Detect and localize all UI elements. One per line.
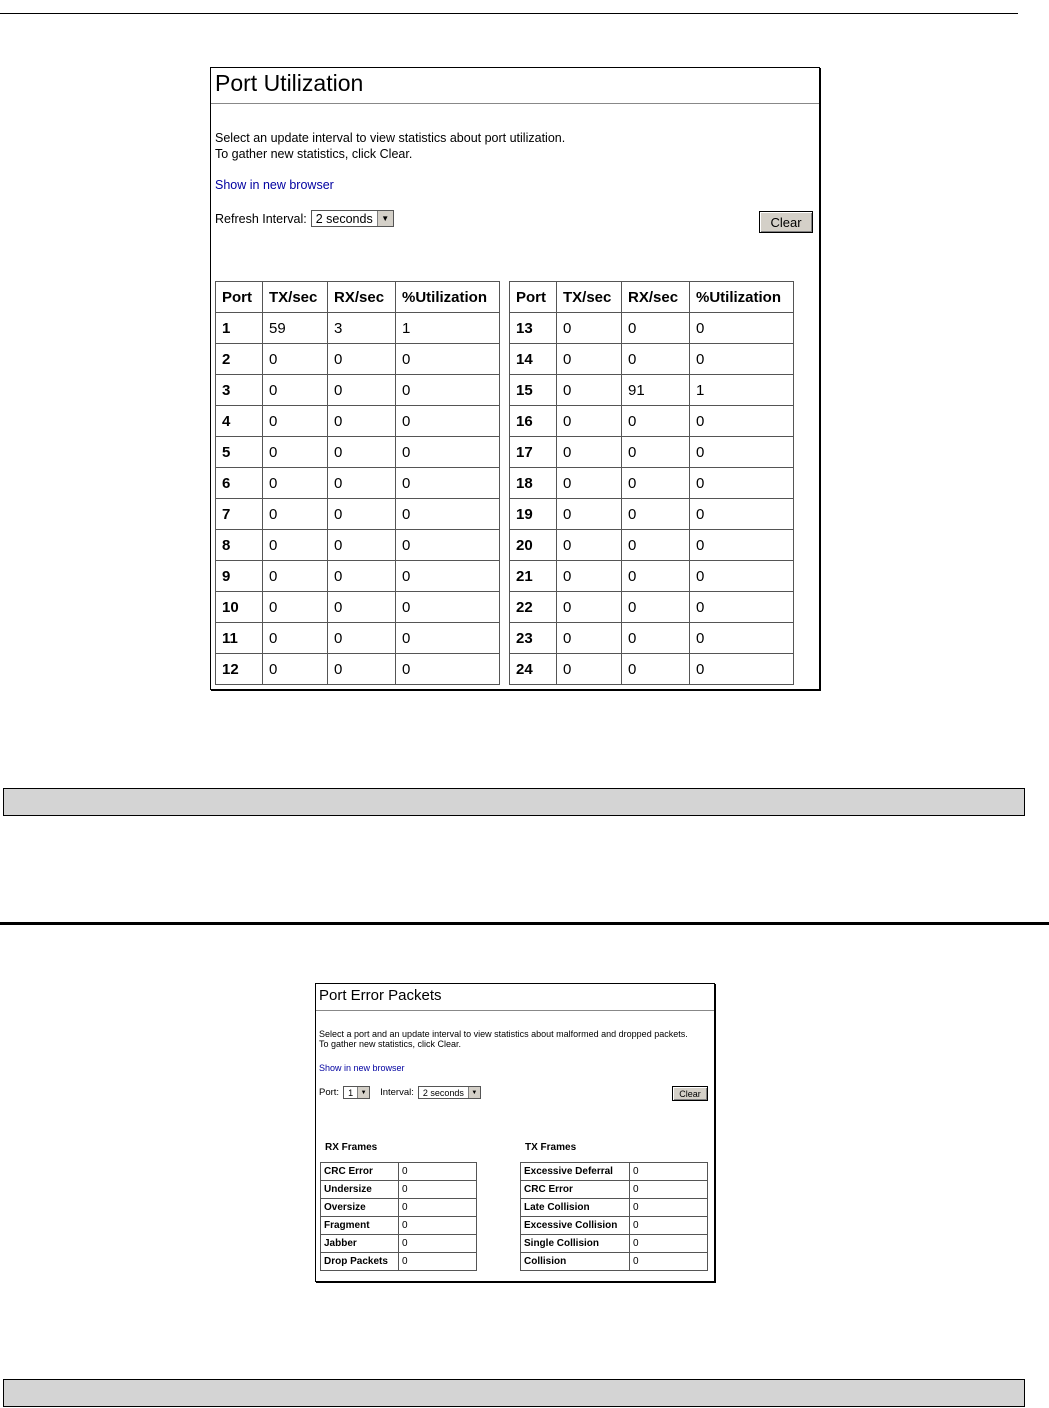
counter-label: CRC Error xyxy=(321,1163,399,1181)
counter-value: 0 xyxy=(399,1199,477,1217)
tx-cell: 0 xyxy=(557,623,622,654)
tx-cell: 0 xyxy=(557,530,622,561)
port-cell: 16 xyxy=(510,406,557,437)
counter-value: 0 xyxy=(399,1181,477,1199)
port-cell: 3 xyxy=(216,375,263,406)
caption-bar xyxy=(3,1379,1025,1407)
tx-cell: 0 xyxy=(263,468,328,499)
tx-cell: 0 xyxy=(557,375,622,406)
utilization-cell: 0 xyxy=(690,623,794,654)
counter-label: Undersize xyxy=(321,1181,399,1199)
table-row xyxy=(510,406,794,437)
caption-bar xyxy=(3,788,1025,816)
utilization-cell: 0 xyxy=(396,344,500,375)
port-cell: 15 xyxy=(510,375,557,406)
refresh-interval-select[interactable]: 2 seconds ▼ xyxy=(311,210,394,227)
page-title: Port Utilization xyxy=(215,70,364,96)
utilization-cell: 0 xyxy=(396,592,500,623)
column-header: TX/sec xyxy=(263,282,328,313)
utilization-table-right xyxy=(509,281,794,685)
utilization-table-left xyxy=(215,281,500,685)
table-row xyxy=(321,1217,477,1235)
table-row xyxy=(510,468,794,499)
tx-cell: 59 xyxy=(263,313,328,344)
column-header: %Utilization xyxy=(396,282,500,313)
tx-cell: 0 xyxy=(263,437,328,468)
rx-cell: 0 xyxy=(622,592,690,623)
interval-label: Interval: xyxy=(380,1087,414,1098)
port-cell: 4 xyxy=(216,406,263,437)
utilization-cell: 0 xyxy=(690,592,794,623)
counter-label: Excessive Deferral xyxy=(521,1163,630,1181)
page-title: Port Error Packets xyxy=(319,987,442,1004)
utilization-cell: 0 xyxy=(396,468,500,499)
table-row xyxy=(321,1163,477,1181)
port-cell: 22 xyxy=(510,592,557,623)
rx-cell: 0 xyxy=(622,561,690,592)
counter-label: Jabber xyxy=(321,1235,399,1253)
tx-cell: 0 xyxy=(557,344,622,375)
tx-cell: 0 xyxy=(263,654,328,685)
show-in-new-browser-link[interactable]: Show in new browser xyxy=(215,178,334,192)
utilization-cell: 0 xyxy=(690,344,794,375)
table-row xyxy=(510,592,794,623)
utilization-cell: 0 xyxy=(690,499,794,530)
utilization-cell: 0 xyxy=(690,654,794,685)
utilization-cell: 0 xyxy=(690,437,794,468)
counter-value: 0 xyxy=(630,1199,708,1217)
table-row xyxy=(216,344,500,375)
port-cell: 10 xyxy=(216,592,263,623)
table-row xyxy=(510,654,794,685)
title-divider xyxy=(211,103,819,104)
counter-value: 0 xyxy=(399,1253,477,1271)
tx-cell: 0 xyxy=(557,406,622,437)
utilization-cell: 0 xyxy=(396,561,500,592)
table-row xyxy=(321,1235,477,1253)
interval-select[interactable]: 2 seconds ▼ xyxy=(418,1086,481,1099)
table-row xyxy=(216,437,500,468)
port-cell: 12 xyxy=(216,654,263,685)
table-row xyxy=(510,437,794,468)
section-divider xyxy=(0,922,1049,925)
description: Select a port and an update interval to view statistics about malformed and dropped packets. To gather new statistics, click Clear. xyxy=(319,1029,688,1049)
port-cell: 19 xyxy=(510,499,557,530)
port-cell: 8 xyxy=(216,530,263,561)
port-cell: 14 xyxy=(510,344,557,375)
table-row xyxy=(216,592,500,623)
table-row xyxy=(521,1235,708,1253)
utilization-cell: 0 xyxy=(690,406,794,437)
rx-cell: 0 xyxy=(622,437,690,468)
rx-cell: 0 xyxy=(622,406,690,437)
page-top-rule xyxy=(0,13,1018,14)
port-cell: 23 xyxy=(510,623,557,654)
rx-cell: 0 xyxy=(328,530,396,561)
table-row xyxy=(216,530,500,561)
rx-cell: 0 xyxy=(622,654,690,685)
port-cell: 13 xyxy=(510,313,557,344)
utilization-cell: 0 xyxy=(690,468,794,499)
refresh-interval-control xyxy=(215,210,394,227)
port-cell: 5 xyxy=(216,437,263,468)
table-row xyxy=(321,1253,477,1271)
rx-frames-heading: RX Frames xyxy=(325,1142,378,1153)
counter-value: 0 xyxy=(630,1217,708,1235)
rx-cell: 0 xyxy=(328,468,396,499)
table-row xyxy=(521,1217,708,1235)
counter-value: 0 xyxy=(630,1181,708,1199)
rx-cell: 0 xyxy=(328,437,396,468)
table-row xyxy=(510,530,794,561)
table-row xyxy=(216,623,500,654)
utilization-cell: 0 xyxy=(396,499,500,530)
port-label: Port: xyxy=(319,1087,340,1098)
refresh-interval-label: Refresh Interval: xyxy=(215,211,307,226)
title-divider xyxy=(316,1010,714,1011)
column-header: Port xyxy=(216,282,263,313)
table-row xyxy=(216,406,500,437)
counter-label: Single Collision xyxy=(521,1235,630,1253)
port-cell: 20 xyxy=(510,530,557,561)
show-in-new-browser-link[interactable]: Show in new browser xyxy=(319,1063,405,1073)
table-row xyxy=(321,1199,477,1217)
counter-label: Late Collision xyxy=(521,1199,630,1217)
tx-cell: 0 xyxy=(557,592,622,623)
table-row xyxy=(510,499,794,530)
port-cell: 24 xyxy=(510,654,557,685)
table-row xyxy=(510,375,794,406)
table-row xyxy=(521,1253,708,1271)
tx-cell: 0 xyxy=(263,561,328,592)
rx-cell: 91 xyxy=(622,375,690,406)
rx-cell: 0 xyxy=(328,592,396,623)
counter-value: 0 xyxy=(630,1253,708,1271)
port-cell: 11 xyxy=(216,623,263,654)
table-row xyxy=(510,313,794,344)
rx-cell: 0 xyxy=(622,499,690,530)
table-row xyxy=(521,1199,708,1217)
column-header: Port xyxy=(510,282,557,313)
column-header: RX/sec xyxy=(622,282,690,313)
table-row xyxy=(321,1181,477,1199)
port-error-packets-panel xyxy=(315,983,715,1282)
rx-cell: 0 xyxy=(328,561,396,592)
tx-cell: 0 xyxy=(557,468,622,499)
tx-cell: 0 xyxy=(263,375,328,406)
rx-cell: 0 xyxy=(328,375,396,406)
table-row xyxy=(510,344,794,375)
tx-cell: 0 xyxy=(557,437,622,468)
port-select[interactable]: 1 ▼ xyxy=(343,1086,370,1099)
port-utilization-panel xyxy=(210,67,820,690)
utilization-cell: 0 xyxy=(396,530,500,561)
description: Select an update interval to view statistics about port utilization. To gather new statistics, click Clear. xyxy=(215,131,566,161)
port-cell: 7 xyxy=(216,499,263,530)
table-row xyxy=(216,375,500,406)
utilization-cell: 0 xyxy=(396,654,500,685)
port-cell: 17 xyxy=(510,437,557,468)
table-row xyxy=(216,468,500,499)
rx-cell: 0 xyxy=(328,623,396,654)
rx-cell: 0 xyxy=(328,654,396,685)
utilization-cell: 0 xyxy=(396,437,500,468)
rx-cell: 0 xyxy=(622,468,690,499)
rx-cell: 0 xyxy=(622,344,690,375)
counter-value: 0 xyxy=(630,1163,708,1181)
tx-cell: 0 xyxy=(263,406,328,437)
chevron-down-icon[interactable]: ▼ xyxy=(357,1087,369,1098)
counter-label: Fragment xyxy=(321,1217,399,1235)
port-cell: 18 xyxy=(510,468,557,499)
port-cell: 6 xyxy=(216,468,263,499)
clear-button[interactable]: Clear xyxy=(759,211,813,233)
rx-cell: 0 xyxy=(622,313,690,344)
tx-frames-heading: TX Frames xyxy=(525,1142,577,1153)
rx-cell: 0 xyxy=(328,499,396,530)
table-row xyxy=(216,654,500,685)
rx-cell: 0 xyxy=(622,623,690,654)
counter-label: Oversize xyxy=(321,1199,399,1217)
tx-cell: 0 xyxy=(263,623,328,654)
tx-cell: 0 xyxy=(263,592,328,623)
counter-label: Excessive Collision xyxy=(521,1217,630,1235)
table-row xyxy=(510,623,794,654)
table-row xyxy=(521,1163,708,1181)
counter-value: 0 xyxy=(399,1163,477,1181)
table-row xyxy=(216,313,500,344)
tx-cell: 0 xyxy=(557,654,622,685)
counter-value: 0 xyxy=(630,1235,708,1253)
utilization-cell: 0 xyxy=(396,623,500,654)
utilization-cell: 0 xyxy=(690,530,794,561)
utilization-cell: 0 xyxy=(396,375,500,406)
utilization-cell: 1 xyxy=(396,313,500,344)
counter-value: 0 xyxy=(399,1217,477,1235)
tx-frames-table xyxy=(520,1162,708,1271)
clear-button[interactable]: Clear xyxy=(672,1086,708,1101)
rx-cell: 0 xyxy=(328,344,396,375)
utilization-cell: 0 xyxy=(690,313,794,344)
rx-cell: 0 xyxy=(622,530,690,561)
counter-label: Collision xyxy=(521,1253,630,1271)
counter-label: CRC Error xyxy=(521,1181,630,1199)
tx-cell: 0 xyxy=(263,499,328,530)
counter-label: Drop Packets xyxy=(321,1253,399,1271)
counter-value: 0 xyxy=(399,1235,477,1253)
utilization-cell: 0 xyxy=(396,406,500,437)
utilization-cell: 1 xyxy=(690,375,794,406)
port-cell: 2 xyxy=(216,344,263,375)
rx-frames-table xyxy=(320,1162,477,1271)
tx-cell: 0 xyxy=(557,313,622,344)
chevron-down-icon[interactable]: ▼ xyxy=(468,1087,480,1098)
port-cell: 1 xyxy=(216,313,263,344)
table-row xyxy=(510,561,794,592)
port-cell: 9 xyxy=(216,561,263,592)
port-interval-controls xyxy=(319,1086,481,1099)
tx-cell: 0 xyxy=(557,561,622,592)
port-cell: 21 xyxy=(510,561,557,592)
chevron-down-icon[interactable]: ▼ xyxy=(377,211,393,226)
rx-cell: 0 xyxy=(328,406,396,437)
table-row xyxy=(216,561,500,592)
column-header: RX/sec xyxy=(328,282,396,313)
column-header: %Utilization xyxy=(690,282,794,313)
tx-cell: 0 xyxy=(263,344,328,375)
tx-cell: 0 xyxy=(263,530,328,561)
column-header: TX/sec xyxy=(557,282,622,313)
table-row xyxy=(521,1181,708,1199)
utilization-cell: 0 xyxy=(690,561,794,592)
tx-cell: 0 xyxy=(557,499,622,530)
rx-cell: 3 xyxy=(328,313,396,344)
table-row xyxy=(216,499,500,530)
